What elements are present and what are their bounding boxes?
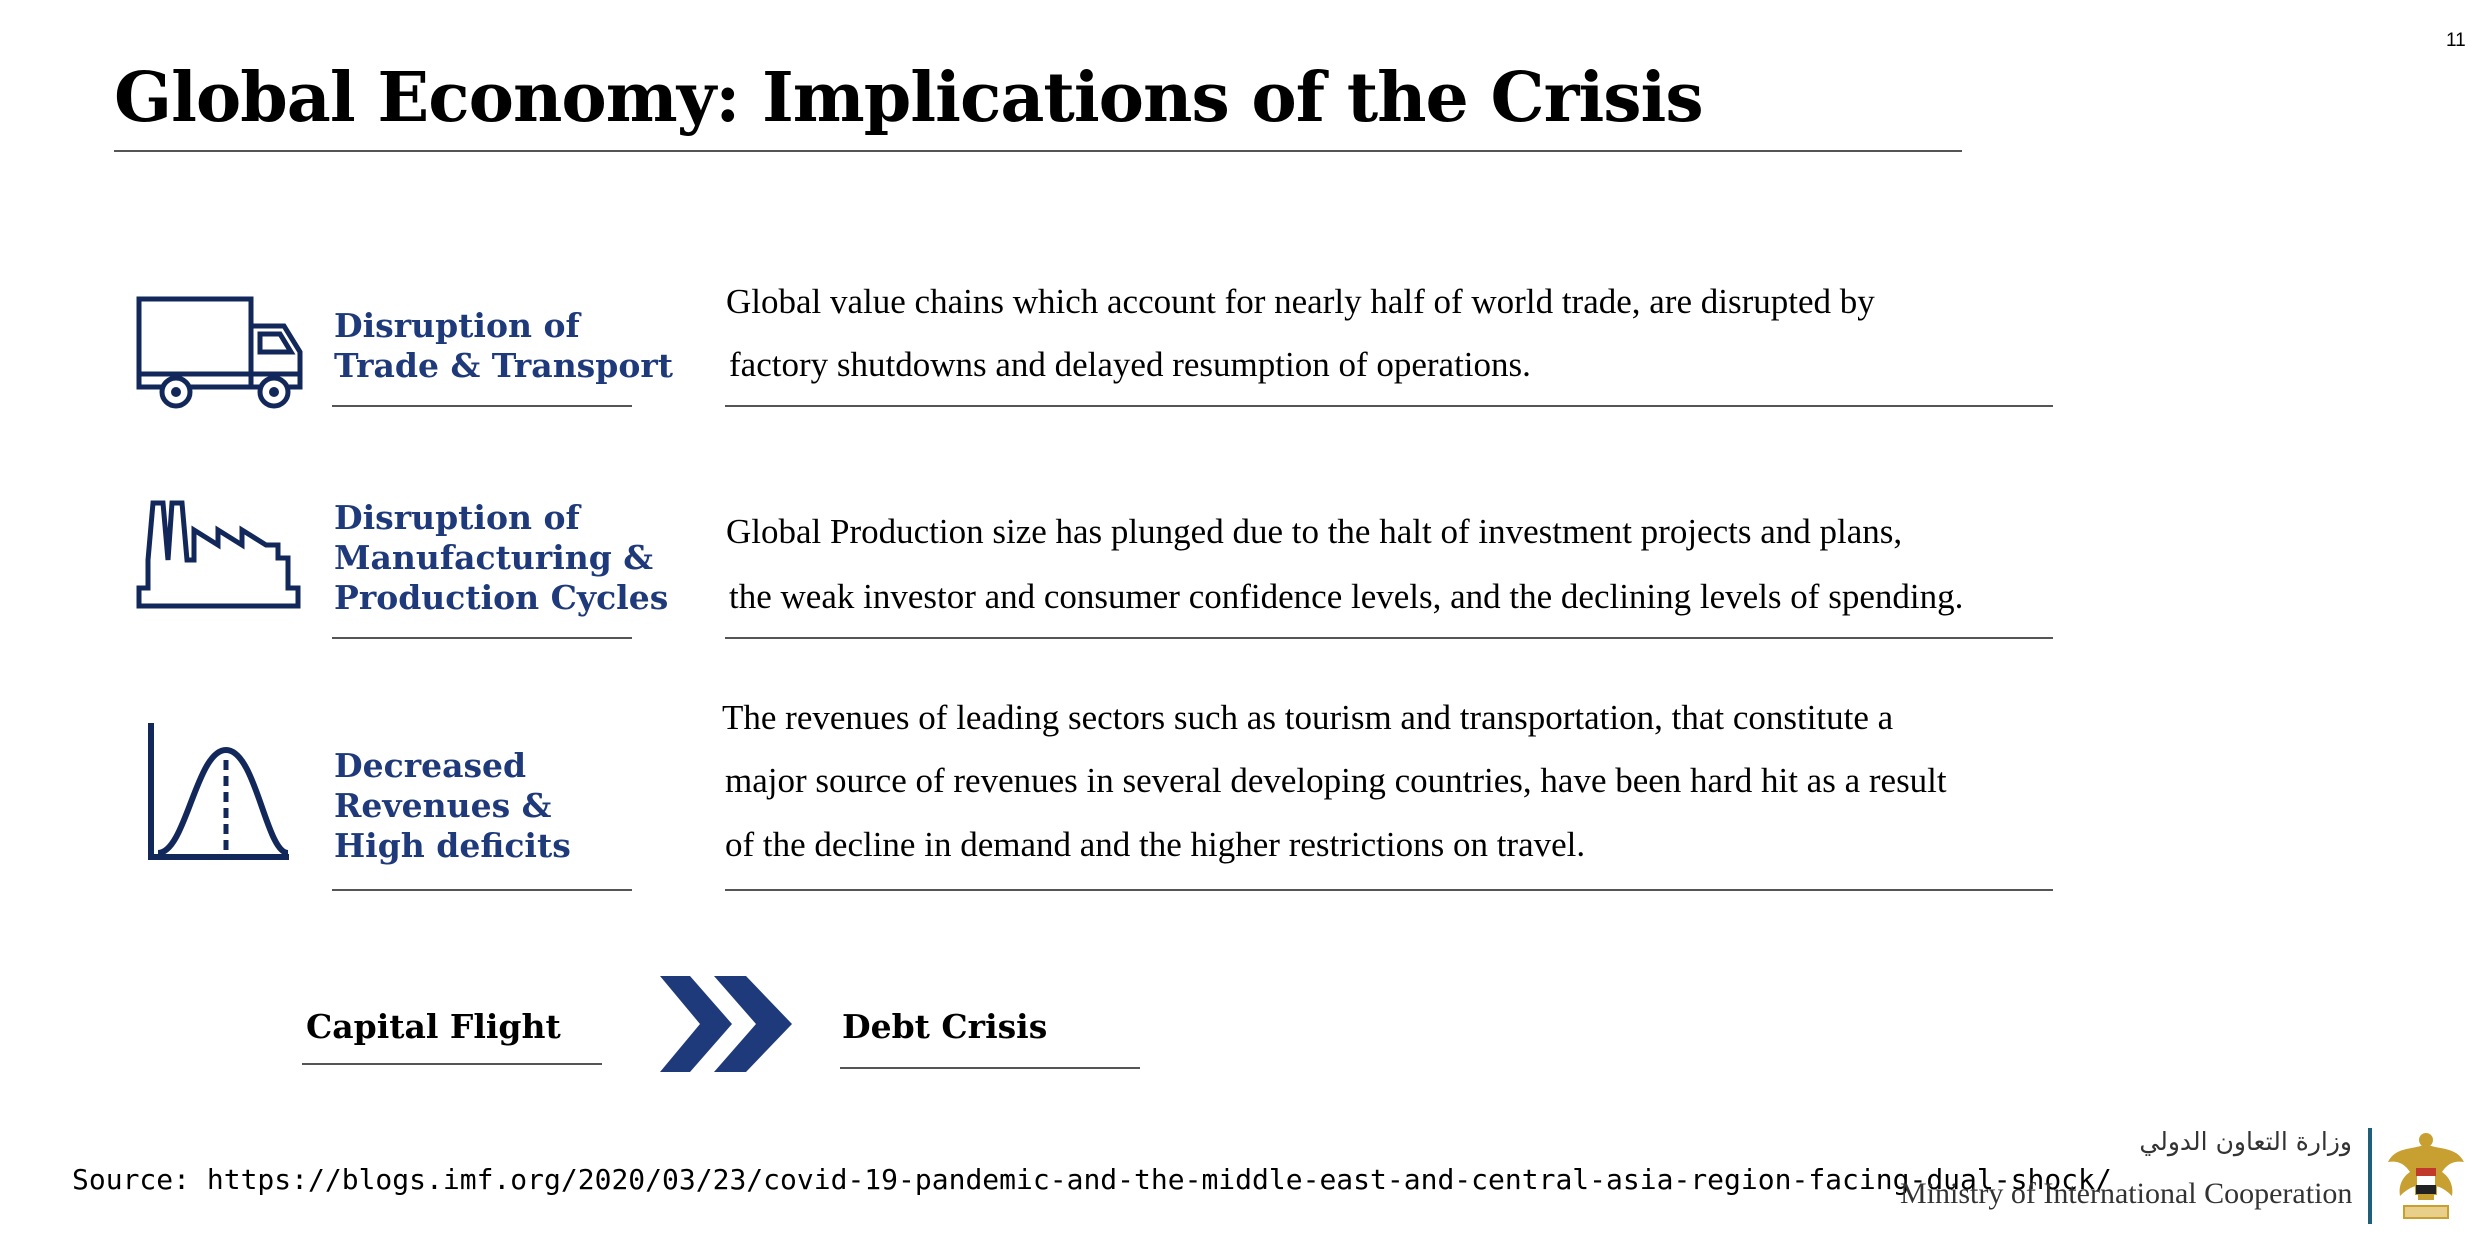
row-label-line: Disruption of	[334, 498, 580, 537]
row-label-line: Manufacturing &	[334, 538, 654, 577]
title-underline	[114, 150, 1962, 152]
source-citation: Source: https://blogs.imf.org/2020/03/23/covid-19-pandemic-and-the-middle-east-and-central-asia-region-facing-dual-shock/	[72, 1163, 2112, 1196]
egypt-eagle-emblem-icon	[2386, 1126, 2466, 1226]
capital-flight-underline	[302, 1063, 602, 1065]
row-label-line: Revenues &	[334, 786, 552, 825]
row-label-underline	[332, 405, 632, 407]
row-label-line: Trade & Transport	[334, 346, 673, 385]
factory-icon	[136, 500, 302, 610]
row-label-underline	[332, 889, 632, 891]
row-text-underline	[725, 889, 2053, 891]
row-label-manufacturing	[334, 498, 668, 618]
debt-crisis-label: Debt Crisis	[842, 1007, 1048, 1046]
row-label-line: Production Cycles	[334, 578, 669, 617]
row-label-line: High deficits	[334, 826, 571, 865]
row-label-trade-transport	[334, 306, 673, 386]
debt-crisis-underline	[840, 1067, 1140, 1069]
capital-flight-label: Capital Flight	[306, 1007, 561, 1046]
row-text-line: Global Production size has plunged due to the halt of investment projects and plans,	[726, 512, 1903, 551]
ministry-name-english: Ministry of International Cooperation	[1900, 1177, 2353, 1210]
row-label-line: Decreased	[334, 746, 527, 785]
row-text-line: The revenues of leading sectors such as tourism and transportation, that constitute a	[722, 698, 1894, 737]
delivery-truck-icon	[136, 296, 304, 410]
page-title: Global Economy: Implications of the Crisis	[114, 58, 1703, 138]
row-text-line: factory shutdowns and delayed resumption of operations.	[729, 345, 1531, 384]
row-text-underline	[725, 637, 2053, 639]
row-text-line: of the decline in demand and the higher restrictions on travel.	[725, 825, 1586, 864]
row-text-underline	[725, 405, 2053, 407]
double-chevron-right-icon	[660, 976, 794, 1072]
row-label-revenues	[334, 746, 571, 866]
row-text-line: Global value chains which account for nearly half of world trade, are disrupted by	[726, 282, 1875, 321]
row-label-line: Disruption of	[334, 306, 580, 345]
footer-divider	[2368, 1128, 2372, 1224]
bell-curve-chart-icon	[146, 720, 292, 862]
page-number: 11	[2446, 30, 2466, 51]
row-text-line: major source of revenues in several developing countries, have been hard hit as a result	[725, 761, 1947, 800]
row-label-underline	[332, 637, 632, 639]
row-text-line: the weak investor and consumer confidence levels, and the declining levels of spending.	[729, 577, 1964, 616]
ministry-name-arabic: وزارة التعاون الدولي	[2139, 1127, 2352, 1156]
